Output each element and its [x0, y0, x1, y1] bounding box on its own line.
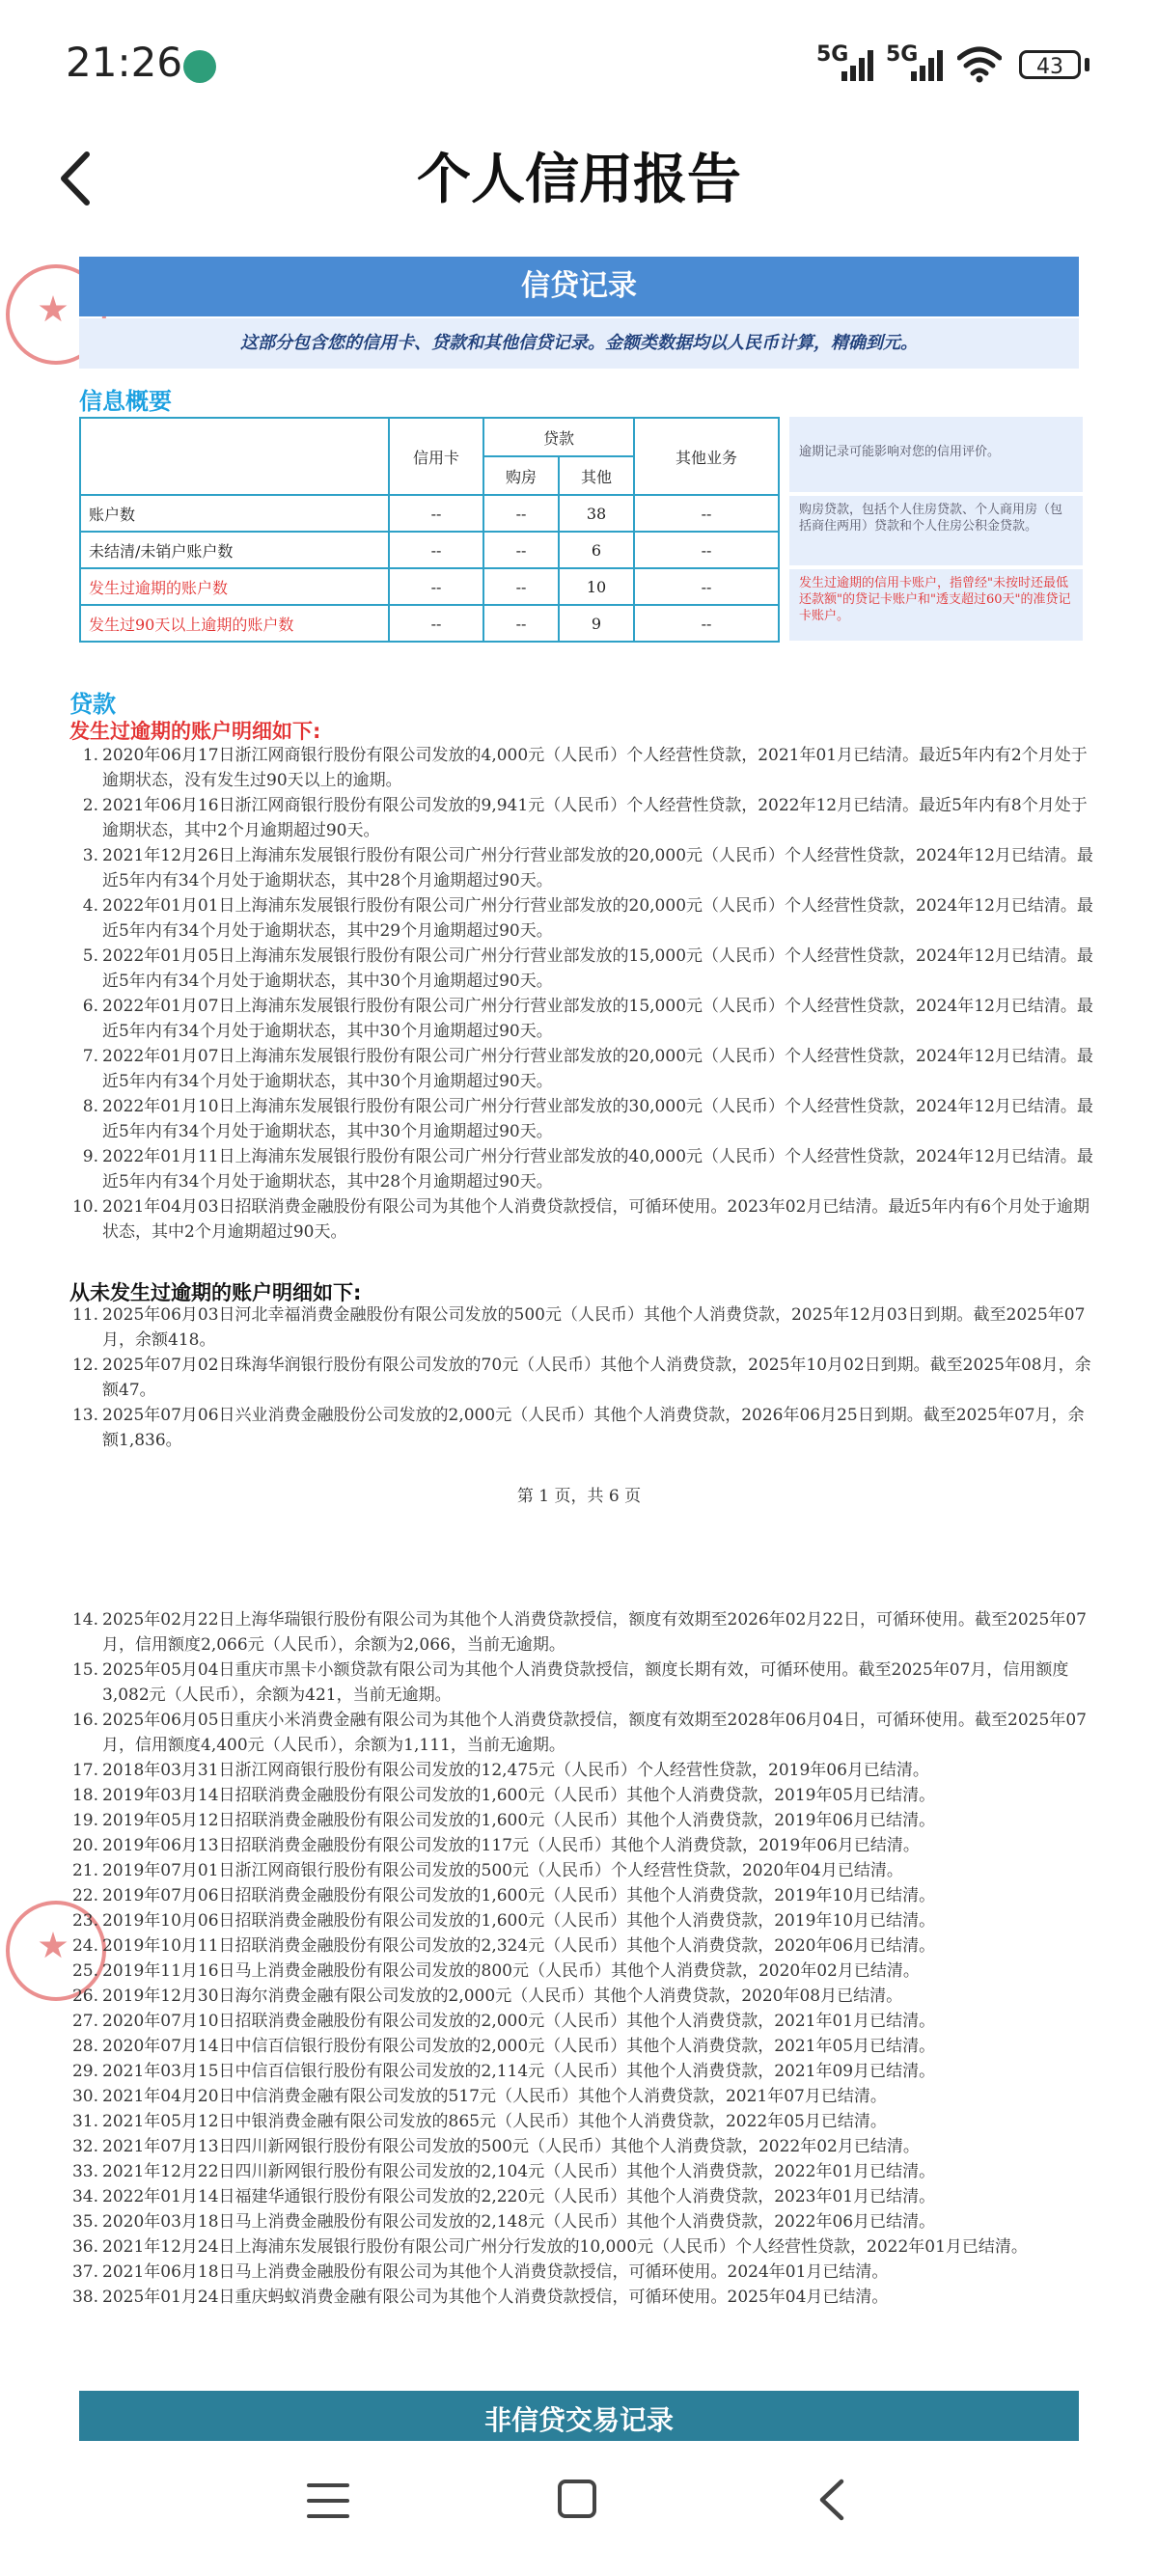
- list-item: [60, 1094, 1098, 1144]
- col-housing: 购房: [483, 456, 559, 495]
- list-item: [60, 1783, 1098, 1808]
- cell-credit-card: --: [389, 568, 483, 605]
- list-item-number: 5.: [82, 946, 98, 966]
- list-item-number: 28.: [71, 2037, 98, 2056]
- list-item-number: 23.: [71, 1911, 98, 1931]
- col-credit-card: 信用卡: [389, 418, 483, 495]
- system-back-icon[interactable]: [813, 2476, 851, 2524]
- loans-title: 贷款: [69, 691, 116, 718]
- list-item: [60, 2009, 1098, 2034]
- list-item-text: 2021年07月13日四川新网银行股份有限公司发放的500元（人民币）其他个人消费贷款，2022年02月已结清。: [102, 2137, 920, 2156]
- note-housing: 购房贷款，包括个人住房贷款、个人商用房（包括商住两用）贷款和个人住房公积金贷款。: [789, 496, 1083, 565]
- list-item-text: 2021年04月03日招联消费金融股份有限公司为其他个人消费贷款授信，可循环使用。2023年02月已结清。最近5年内有6个月处于逾期状态，其中2个月逾期超过90天。: [102, 1197, 1090, 1242]
- list-item: [60, 994, 1098, 1044]
- list-item: [60, 1808, 1098, 1833]
- list-item-number: 10.: [71, 1197, 98, 1217]
- list-item-text: 2019年07月01日浙江网商银行股份有限公司发放的500元（人民币）个人经营性贷款，2020年04月已结清。: [102, 1861, 903, 1880]
- list-item: [60, 743, 1098, 793]
- list-item: [60, 944, 1098, 994]
- list-item-number: 1.: [82, 746, 98, 765]
- list-item: [60, 893, 1098, 944]
- list-item: [60, 2260, 1098, 2285]
- list-item: [60, 793, 1098, 843]
- list-item-text: 2022年01月01日上海浦东发展银行股份有限公司广州分行营业部发放的20,000元（人民币）个人经营性贷款，2024年12月已结清。最近5年内有34个月处于逾期状态，其中29个月逾期超过90天。: [102, 896, 1093, 941]
- list-item-number: 9.: [82, 1147, 98, 1166]
- cell-credit-card: --: [389, 532, 483, 568]
- list-item-text: 2020年07月10日招联消费金融股份有限公司发放的2,000元（人民币）其他个人消费贷款，2021年01月已结清。: [102, 2012, 936, 2031]
- list-item: [60, 2159, 1098, 2184]
- table-row: [80, 532, 779, 568]
- list-item-text: 2019年10月06日招联消费金融股份有限公司发放的1,600元（人民币）其他个人消费贷款，2019年10月已结清。: [102, 1911, 936, 1931]
- list-item-text: 2025年06月05日重庆小米消费金融有限公司为其他个人消费贷款授信，额度有效期至2028年06月04日，可循环使用。截至2025年07月，信用额度4,400元（人民币），余额为1,111，当前无逾期。: [102, 1711, 1087, 1755]
- table-row: [80, 605, 779, 642]
- list-item: [60, 843, 1098, 893]
- list-item-number: 36.: [71, 2237, 98, 2257]
- list-item-text: 2020年06月17日浙江网商银行股份有限公司发放的4,000元（人民币）个人经营性贷款，2021年01月已结清。最近5年内有2个月处于逾期状态，没有发生过90天以上的逾期。: [102, 746, 1088, 790]
- list-item-text: 2021年12月26日上海浦东发展银行股份有限公司广州分行营业部发放的20,000元（人民币）个人经营性贷款，2024年12月已结清。最近5年内有34个月处于逾期状态，其中28个月逾期超过90天。: [102, 846, 1093, 891]
- list-item: [60, 1833, 1098, 1858]
- list-item-number: 29.: [71, 2062, 98, 2081]
- list-item-number: 31.: [71, 2112, 98, 2131]
- list-item-number: 34.: [71, 2187, 98, 2206]
- list-item-text: 2019年06月13日招联消费金融股份有限公司发放的117元（人民币）其他个人消费贷款，2019年06月已结清。: [102, 1836, 920, 1855]
- list-item-text: 2021年12月24日上海浦东发展银行股份有限公司广州分行发放的10,000元（人民币）个人经营性贷款，2022年01月已结清。: [102, 2237, 1028, 2257]
- list-item-text: 2022年01月07日上海浦东发展银行股份有限公司广州分行营业部发放的15,000元（人民币）个人经营性贷款，2024年12月已结清。最近5年内有34个月处于逾期状态，其中30个月逾期超过90天。: [102, 997, 1093, 1041]
- list-item-number: 7.: [82, 1047, 98, 1066]
- credit-record-header: 信贷记录: [79, 257, 1079, 316]
- list-item: [60, 1658, 1098, 1708]
- list-item-text: 2022年01月07日上海浦东发展银行股份有限公司广州分行营业部发放的20,000元（人民币）个人经营性贷款，2024年12月已结清。最近5年内有34个月处于逾期状态，其中30个月逾期超过90天。: [102, 1047, 1093, 1091]
- list-item-text: 2021年12月22日四川新网银行股份有限公司发放的2,104元（人民币）其他个人消费贷款，2022年01月已结清。: [102, 2162, 936, 2181]
- list-item-number: 21.: [71, 1861, 98, 1880]
- row-label: 未结清/未销户账户数: [80, 532, 389, 568]
- list-item-number: 17.: [71, 1761, 98, 1780]
- list-item-number: 8.: [82, 1097, 98, 1116]
- summary-title: 信息概要: [79, 388, 172, 415]
- col-other: 其他: [559, 456, 634, 495]
- list-item-number: 6.: [82, 997, 98, 1016]
- list-item: [60, 2084, 1098, 2109]
- list-item-text: 2021年03月15日中信百信银行股份有限公司发放的2,114元（人民币）其他个人消费贷款，2021年09月已结清。: [102, 2062, 936, 2081]
- list-item-text: 2022年01月10日上海浦东发展银行股份有限公司广州分行营业部发放的30,000元（人民币）个人经营性贷款，2024年12月已结清。最近5年内有34个月处于逾期状态，其中30个月逾期超过90天。: [102, 1097, 1093, 1141]
- list-item-number: 24.: [71, 1936, 98, 1956]
- list-item-text: 2021年05月12日中银消费金融有限公司发放的865元（人民币）其他个人消费贷款，2022年05月已结清。: [102, 2112, 887, 2131]
- list-item: [60, 2059, 1098, 2084]
- list-item: [60, 1353, 1098, 1403]
- list-item: [60, 1044, 1098, 1094]
- cell-other: 10: [559, 568, 634, 605]
- note-overdue: 逾期记录可能影响对您的信用评价。: [789, 417, 1083, 492]
- non-credit-header: 非信贷交易记录: [79, 2391, 1079, 2441]
- list-item-text: 2021年06月18日马上消费金融股份有限公司为其他个人消费贷款授信，可循环使用。2024年01月已结清。: [102, 2262, 889, 2282]
- list-item: [60, 2209, 1098, 2234]
- list-item: [60, 1984, 1098, 2009]
- signal-label-1: 5G: [816, 42, 849, 67]
- note-credit-card: 发生过逾期的信用卡账户，指曾经"未按时还最低还款额"的贷记卡账户和"透支超过60天"的准贷记卡账户。: [789, 569, 1083, 641]
- list-item: [60, 2109, 1098, 2134]
- list-item-text: 2019年11月16日马上消费金融股份有限公司发放的800元（人民币）其他个人消费贷款，2020年02月已结清。: [102, 1961, 920, 1981]
- list-item-number: 3.: [82, 846, 98, 865]
- list-item-text: 2020年07月14日中信百信银行股份有限公司发放的2,000元（人民币）其他个人消费贷款，2021年05月已结清。: [102, 2037, 936, 2056]
- battery-tip: [1085, 58, 1089, 71]
- list-item-number: 16.: [71, 1711, 98, 1730]
- list-item-text: 2019年03月14日招联消费金融股份有限公司发放的1,600元（人民币）其他个人消费贷款，2019年05月已结清。: [102, 1786, 936, 1805]
- list-item-number: 25.: [71, 1961, 98, 1981]
- table-row: [80, 568, 779, 605]
- normal-list-page1: [60, 1302, 1098, 1453]
- signal-bars-icon: [841, 48, 876, 81]
- col-other-business: 其他业务: [634, 418, 779, 495]
- list-item-number: 4.: [82, 896, 98, 916]
- cell-other-business: --: [634, 532, 779, 568]
- list-item-number: 32.: [71, 2137, 98, 2156]
- cell-housing: --: [483, 605, 559, 642]
- signal-bars-icon: [911, 48, 946, 81]
- page-indicator: 第 1 页，共 6 页: [516, 1487, 642, 1506]
- list-item-number: 38.: [71, 2288, 98, 2307]
- list-item: [60, 1758, 1098, 1783]
- normal-list-page2: [60, 1607, 1098, 2310]
- cell-credit-card: --: [389, 495, 483, 532]
- list-item: [60, 2285, 1098, 2310]
- list-item: [60, 1302, 1098, 1353]
- list-item-number: 19.: [71, 1811, 98, 1830]
- table-corner: [80, 418, 389, 495]
- wifi-icon: [957, 44, 1002, 83]
- list-item-number: 2.: [82, 796, 98, 815]
- list-item: [60, 1959, 1098, 1984]
- battery-icon: 43: [1019, 50, 1081, 79]
- list-item-text: 2025年06月03日河北幸福消费金融股份有限公司发放的500元（人民币）其他个人消费贷款，2025年12月03日到期。截至2025年07月，余额418。: [102, 1305, 1086, 1350]
- cell-credit-card: --: [389, 605, 483, 642]
- list-item: [60, 2234, 1098, 2260]
- list-item-text: 2021年06月16日浙江网商银行股份有限公司发放的9,941元（人民币）个人经营性贷款，2022年12月已结清。最近5年内有8个月处于逾期状态，其中2个月逾期超过90天。: [102, 796, 1088, 840]
- cell-other-business: --: [634, 605, 779, 642]
- cell-housing: --: [483, 532, 559, 568]
- list-item-number: 33.: [71, 2162, 98, 2181]
- overdue-heading: 发生过逾期的账户明细如下:: [69, 720, 321, 743]
- list-item-text: 2021年04月20日中信消费金融有限公司发放的517元（人民币）其他个人消费贷款，2021年07月已结清。: [102, 2087, 887, 2106]
- list-item-number: 26.: [71, 1987, 98, 2006]
- list-item-number: 15.: [71, 1660, 98, 1680]
- cell-other: 6: [559, 532, 634, 568]
- page-title: 个人信用报告: [417, 149, 741, 211]
- list-item: [60, 1933, 1098, 1959]
- list-item-text: 2025年07月06日兴业消费金融股份公司发放的2,000元（人民币）其他个人消费贷款，2026年06月25日到期。截至2025年07月，余额1,836。: [102, 1406, 1085, 1450]
- list-item-text: 2019年12月30日海尔消费金融有限公司发放的2,000元（人民币）其他个人消费贷款，2020年08月已结清。: [102, 1987, 903, 2006]
- list-item: [60, 2034, 1098, 2059]
- signal-label-2: 5G: [886, 42, 919, 67]
- list-item: [60, 2134, 1098, 2159]
- list-item-number: 13.: [71, 1406, 98, 1425]
- cell-other-business: --: [634, 495, 779, 532]
- list-item-text: 2022年01月05日上海浦东发展银行股份有限公司广州分行营业部发放的15,000元（人民币）个人经营性贷款，2024年12月已结清。最近5年内有34个月处于逾期状态，其中30个月逾期超过90天。: [102, 946, 1093, 991]
- list-item-text: 2025年05月04日重庆市黑卡小额贷款有限公司为其他个人消费贷款授信，额度长期有效，可循环使用。截至2025年07月，信用额度3,082元（人民币），余额为421，当前无逾期。: [102, 1660, 1069, 1705]
- list-item-number: 18.: [71, 1786, 98, 1805]
- cell-housing: --: [483, 495, 559, 532]
- cell-other-business: --: [634, 568, 779, 605]
- list-item-text: 2018年03月31日浙江网商银行股份有限公司发放的12,475元（人民币）个人经营性贷款，2019年06月已结清。: [102, 1761, 929, 1780]
- list-item-text: 2025年02月22日上海华瑞银行股份有限公司为其他个人消费贷款授信，额度有效期至2026年02月22日，可循环使用。截至2025年07月，信用额度2,066元（人民币），余额为2,066，当前无逾期。: [102, 1610, 1087, 1655]
- list-item: [60, 1144, 1098, 1194]
- list-item-text: 2022年01月11日上海浦东发展银行股份有限公司广州分行营业部发放的40,000元（人民币）个人经营性贷款，2024年12月已结清。最近5年内有34个月处于逾期状态，其中28个月逾期超过90天。: [102, 1147, 1093, 1192]
- list-item-number: 20.: [71, 1836, 98, 1855]
- menu-icon[interactable]: [307, 2481, 349, 2520]
- list-item-text: 2025年07月02日珠海华润银行股份有限公司发放的70元（人民币）其他个人消费贷款，2025年10月02日到期。截至2025年08月，余额47。: [102, 1356, 1091, 1400]
- list-item-number: 35.: [71, 2212, 98, 2232]
- cell-housing: --: [483, 568, 559, 605]
- list-item: [60, 1858, 1098, 1883]
- list-item: [60, 1883, 1098, 1908]
- list-item-text: 2019年10月11日招联消费金融股份有限公司发放的2,324元（人民币）其他个人消费贷款，2020年06月已结清。: [102, 1936, 936, 1956]
- home-square-icon[interactable]: [558, 2480, 596, 2518]
- list-item-number: 12.: [71, 1356, 98, 1375]
- normal-heading: 从未发生过逾期的账户明细如下:: [69, 1281, 362, 1304]
- app-notification-icon: [183, 50, 216, 83]
- summary-table: [79, 417, 780, 643]
- status-bar: [0, 0, 1158, 116]
- list-item: [60, 1908, 1098, 1933]
- list-item-text: 2022年01月14日福建华通银行股份有限公司发放的2,220元（人民币）其他个人消费贷款，2023年01月已结清。: [102, 2187, 936, 2206]
- cell-other: 9: [559, 605, 634, 642]
- list-item-text: 2019年07月06日招联消费金融股份有限公司发放的1,600元（人民币）其他个人消费贷款，2019年10月已结清。: [102, 1886, 936, 1905]
- status-time: 21:26: [66, 39, 183, 86]
- list-item-text: 2020年03月18日马上消费金融股份有限公司发放的2,148元（人民币）其他个人消费贷款，2022年06月已结清。: [102, 2212, 936, 2232]
- list-item-number: 30.: [71, 2087, 98, 2106]
- list-item-text: 2025年01月24日重庆蚂蚁消费金融有限公司为其他个人消费贷款授信，可循环使用。2025年04月已结清。: [102, 2288, 889, 2307]
- list-item: [60, 1194, 1098, 1245]
- overdue-list: [60, 743, 1098, 1245]
- report-document[interactable]: [0, 251, 1158, 2441]
- row-label: 账户数: [80, 495, 389, 532]
- list-item: [60, 1607, 1098, 1658]
- cell-other: 38: [559, 495, 634, 532]
- credit-record-subtitle: 这部分包含您的信用卡、贷款和其他信贷记录。金额类数据均以人民币计算，精确到元。: [79, 318, 1079, 369]
- list-item-number: 22.: [71, 1886, 98, 1905]
- list-item-number: 37.: [71, 2262, 98, 2282]
- list-item-text: 2019年05月12日招联消费金融股份有限公司发放的1,600元（人民币）其他个人消费贷款，2019年06月已结清。: [102, 1811, 936, 1830]
- list-item-number: 27.: [71, 2012, 98, 2031]
- col-loan: 贷款: [483, 418, 634, 456]
- list-item: [60, 2184, 1098, 2209]
- list-item: [60, 1403, 1098, 1453]
- row-label: 发生过逾期的账户数: [80, 568, 389, 605]
- list-item-number: 11.: [71, 1305, 98, 1325]
- list-item-number: 14.: [71, 1610, 98, 1630]
- row-label: 发生过90天以上逾期的账户数: [80, 605, 389, 642]
- table-row: [80, 495, 779, 532]
- list-item: [60, 1708, 1098, 1758]
